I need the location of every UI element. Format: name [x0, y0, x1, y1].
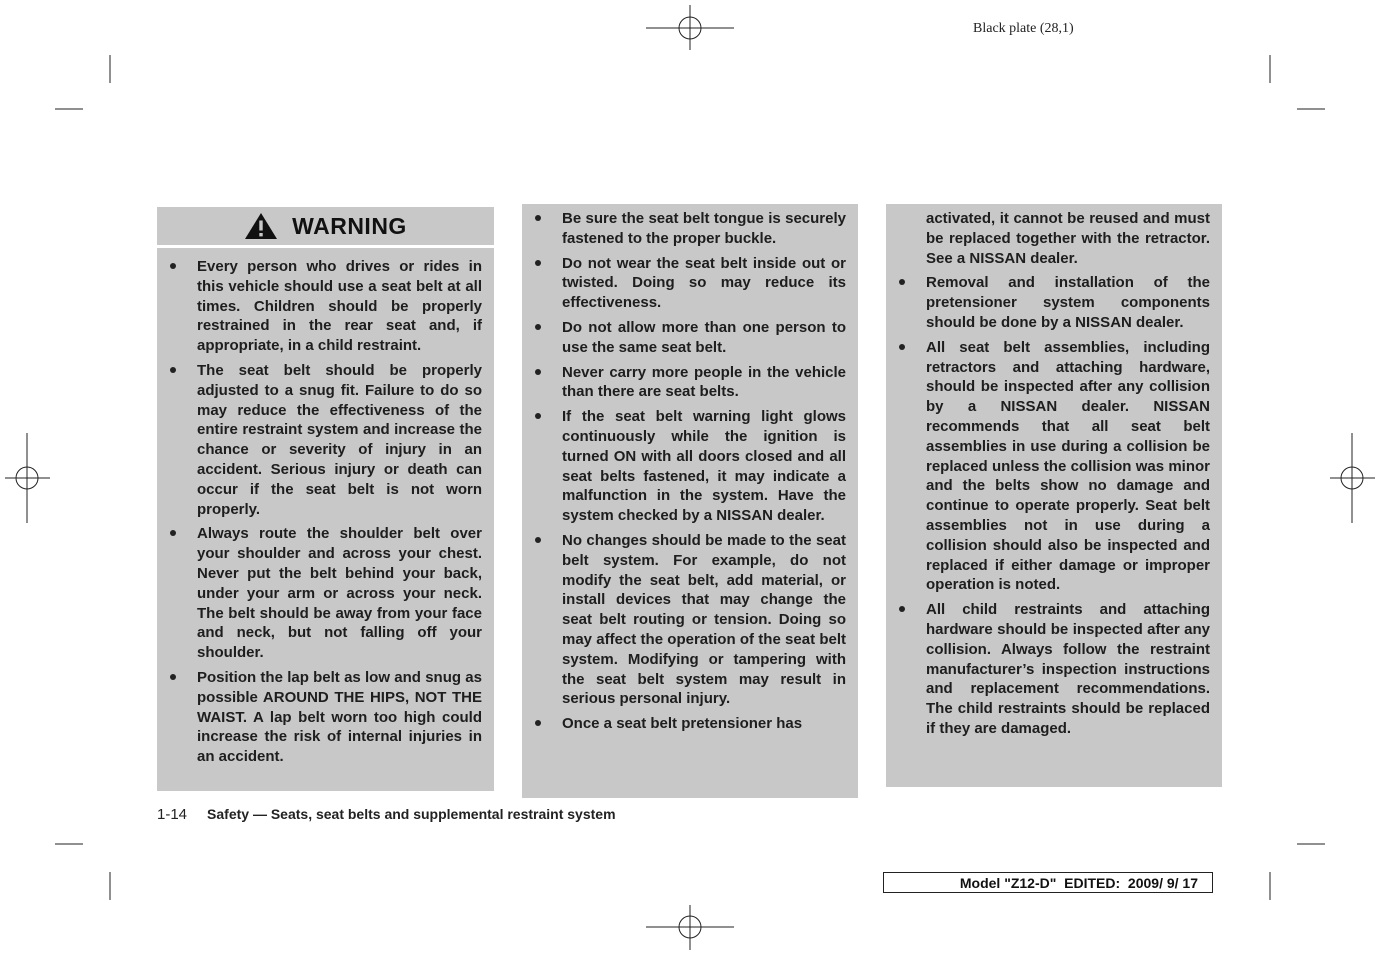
list-item: Never carry more people in the vehicle than there are seat belts. — [522, 363, 858, 403]
bullet-icon — [899, 606, 905, 612]
warning-header — [157, 207, 494, 248]
bullet-icon — [535, 413, 541, 419]
section-title: Safety — Seats, seat belts and supplemental restraint system — [207, 806, 616, 822]
plate-label: Black plate (28,1) — [973, 21, 1074, 36]
bullet-icon — [535, 215, 541, 221]
warning-title: WARNING — [292, 212, 407, 239]
list-item: All child restraints and attaching hardware should be inspected after any collision. Always follow the restraint manufacturer’s inspection instructions and replacement recommendations. The child restraints should be replaced if they are damaged. — [886, 600, 1222, 739]
warning-column-1 — [157, 207, 494, 791]
list-item: Once a seat belt pretensioner has — [522, 714, 858, 734]
list-item: Position the lap belt as low and snug as possible AROUND THE HIPS, NOT THE WAIST. A lap belt worn too high could increase the risk of internal injuries in an accident. — [157, 668, 494, 767]
warning-list-2 — [522, 209, 858, 739]
bullet-icon — [535, 720, 541, 726]
bullet-icon — [170, 263, 176, 269]
bullet-icon — [170, 367, 176, 373]
bullet-icon — [535, 369, 541, 375]
bullet-icon — [535, 324, 541, 330]
bullet-icon — [899, 279, 905, 285]
bullet-icon — [170, 674, 176, 680]
list-item: Do not wear the seat belt inside out or twisted. Doing so may reduce its effectiveness. — [522, 254, 858, 313]
list-item: No changes should be made to the seat belt system. For example, do not modify the seat belt, add material, or install devices that may change the seat belt routing or tension. Doing so may affect the operation of the seat belt system. Modifying or tampering with the seat belt system may result in serious personal injury. — [522, 531, 858, 709]
list-item: Every person who drives or rides in this vehicle should use a seat belt at all times. Children should be properly restrained in the rear seat and, if appropriate, in a child restraint. — [157, 257, 494, 356]
bullet-icon — [899, 344, 905, 350]
list-item: Be sure the seat belt tongue is securely fastened to the proper buckle. — [522, 209, 858, 249]
warning-list-3 — [886, 209, 1222, 744]
list-item-continuation: activated, it cannot be reused and must be replaced together with the retractor. See a NISSAN dealer. — [926, 210, 1210, 267]
warning-list-1 — [157, 257, 494, 772]
list-item: If the seat belt warning light glows continuously while the ignition is turned ON with all doors closed and all seat belts fastened, it may indicate a malfunction in the system. Have the system checked by a NISSAN dealer. — [522, 407, 858, 526]
warning-column-3 — [886, 204, 1222, 787]
page-footer — [157, 806, 616, 823]
bullet-icon — [535, 260, 541, 266]
model-edited-box — [883, 872, 1213, 893]
list-item: Do not allow more than one person to use the same seat belt. — [522, 318, 858, 358]
list-item: The seat belt should be properly adjusted to a snug fit. Failure to do so may reduce the effectiveness of the entire restraint system and increase the chance or severity of injury in an accident. Serious injury or death can occur if the seat belt is not worn properly. — [157, 361, 494, 519]
bullet-icon — [535, 537, 541, 543]
warning-triangle-icon — [244, 212, 278, 240]
page-number: 1-14 — [157, 806, 188, 823]
warning-column-2 — [522, 204, 858, 798]
list-item: Removal and installation of the pretensioner system components should be done by a NISSAN dealer. — [886, 273, 1222, 332]
model-edited-label: Model "Z12-D" EDITED: 2009/ 9/ 17 — [959, 874, 1198, 891]
list-item: Always route the shoulder belt over your shoulder and across your chest. Never put the belt behind your back, under your arm or across your neck. The belt should be away from your face and neck, but not falling off your shoulder. — [157, 524, 494, 663]
list-item: All seat belt assemblies, including retractors and attaching hardware, should be inspected after any collision by a NISSAN dealer. NISSAN recommends that all seat belt assemblies in use during a collision be replaced unless the collision was minor and the belts show no damage and continue to operate properly. Seat belt assemblies not in use during a collision should also be inspected and replaced if either damage or improper operation is noted. — [886, 338, 1222, 595]
bullet-icon — [170, 530, 176, 536]
